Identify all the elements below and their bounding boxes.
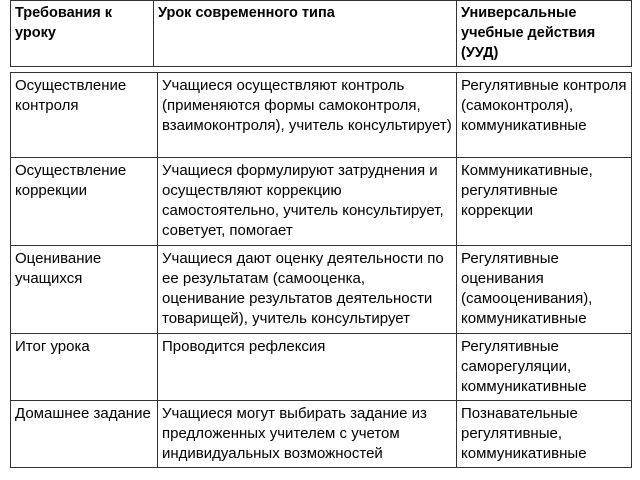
requirement-cell: Домашнее задание <box>11 401 158 468</box>
requirement-cell: Итог урока <box>11 334 158 401</box>
lesson-cell: Учащиеся дают оценку деятельности по ее результатам (самооценка, оценивание результатов деятельности товарищей), учитель консультирует <box>158 246 457 334</box>
header-requirements: Требования к уроку <box>11 1 154 67</box>
header-table <box>10 0 632 67</box>
requirement-cell: Осуществление контроля <box>11 73 158 158</box>
lesson-cell: Учащиеся осуществляют контроль (применяются формы самоконтроля, взаимоконтроля), учитель консультирует) <box>158 73 457 158</box>
header-row <box>11 1 632 67</box>
content-table <box>10 72 632 468</box>
table-row <box>11 401 632 468</box>
requirement-cell: Оценивание учащихся <box>11 246 158 334</box>
requirement-cell: Осуществление коррекции <box>11 158 158 246</box>
header-uud: Универсальные учебные действия (УУД) <box>457 1 632 67</box>
uud-cell: Коммуникативные, регулятивные коррекции <box>457 158 632 246</box>
table-row <box>11 246 632 334</box>
header-modern-lesson: Урок современного типа <box>154 1 457 67</box>
table-row <box>11 334 632 401</box>
lesson-cell: Учащиеся формулируют затруднения и осуществляют коррекцию самостоятельно, учитель консультирует, советует, помогает <box>158 158 457 246</box>
uud-cell: Познавательные регулятивные, коммуникативные <box>457 401 632 468</box>
uud-cell: Регулятивные оценивания (самооценивания), коммуникативные <box>457 246 632 334</box>
table-row <box>11 73 632 158</box>
uud-cell: Регулятивные контроля (самоконтроля), коммуникативные <box>457 73 632 158</box>
table-row <box>11 158 632 246</box>
uud-cell: Регулятивные саморегуляции, коммуникативные <box>457 334 632 401</box>
lesson-cell: Проводится рефлексия <box>158 334 457 401</box>
lesson-cell: Учащиеся могут выбирать задание из предложенных учителем с учетом индивидуальных возможностей <box>158 401 457 468</box>
